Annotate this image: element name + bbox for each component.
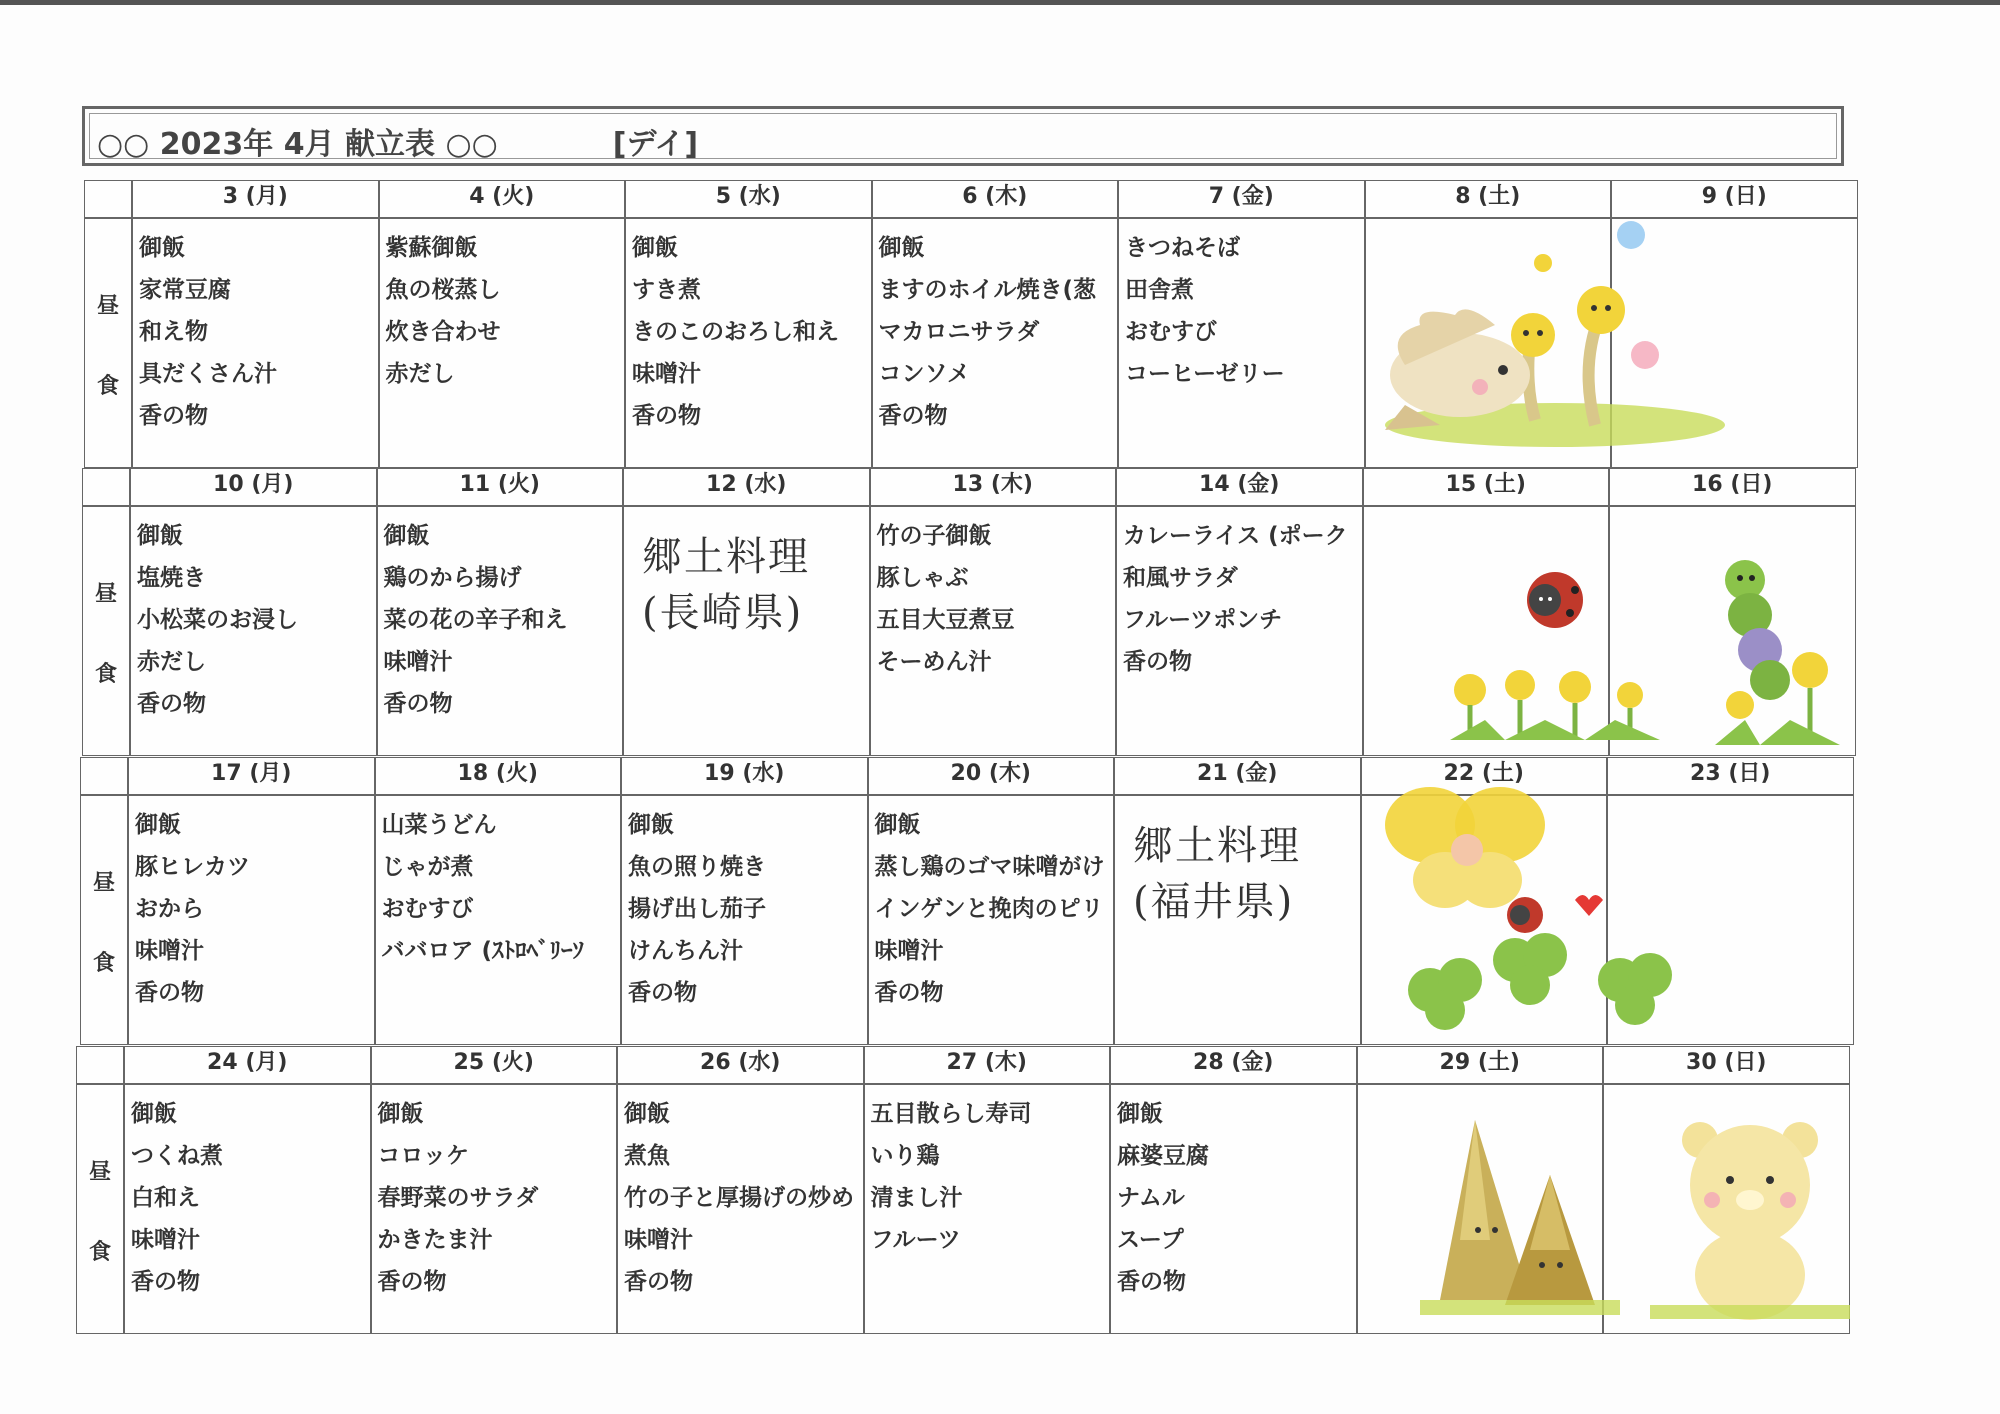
day-header: 16 (日) bbox=[1609, 468, 1856, 506]
menu-item: 御飯 bbox=[383, 523, 430, 549]
menu-item: 五目散らし寿司 bbox=[870, 1101, 1032, 1127]
menu-item: けんちん汁 bbox=[628, 938, 743, 964]
handwritten-note: 郷土料理 bbox=[1133, 823, 1301, 869]
day-header: 7 (金) bbox=[1118, 180, 1365, 218]
menu-item: フルーツポンチ bbox=[1123, 607, 1283, 633]
day-header: 28 (金) bbox=[1110, 1046, 1357, 1084]
menu-item: カレーライス (ポーク bbox=[1123, 523, 1348, 549]
menu-item: きのこのおろし和え bbox=[632, 319, 839, 345]
menu-item: 炊き合わせ bbox=[385, 319, 501, 345]
day-menu bbox=[1116, 506, 1363, 756]
day-menu bbox=[868, 795, 1115, 1045]
day-header: 15 (土) bbox=[1363, 468, 1610, 506]
day-header: 17 (月) bbox=[128, 757, 375, 795]
menu-item: 和え物 bbox=[139, 319, 208, 345]
day-header: 9 (日) bbox=[1611, 180, 1858, 218]
menu-item: おむすび bbox=[381, 896, 474, 922]
menu-item: 豚しゃぶ bbox=[876, 565, 969, 591]
meal-label-char: 昼 bbox=[88, 1160, 111, 1185]
menu-item: 味噌汁 bbox=[874, 938, 944, 964]
menu-item: 御飯 bbox=[135, 812, 181, 838]
week-header-spacer bbox=[80, 757, 128, 795]
handwritten-note: 郷土料理 bbox=[642, 534, 810, 580]
menu-item: 御飯 bbox=[131, 1101, 177, 1127]
handwritten-note: (長崎県) bbox=[642, 590, 804, 636]
day-header: 29 (土) bbox=[1357, 1046, 1604, 1084]
day-menu bbox=[377, 506, 624, 756]
menu-item: フルーツ bbox=[870, 1227, 961, 1253]
menu-item: 清まし汁 bbox=[870, 1185, 963, 1211]
day-menu bbox=[124, 1084, 371, 1334]
menu-item: コロッケ bbox=[377, 1143, 470, 1169]
day-menu bbox=[621, 795, 868, 1045]
day-menu bbox=[132, 218, 379, 468]
menu-item: 香の物 bbox=[878, 403, 948, 429]
day-header: 30 (日) bbox=[1603, 1046, 1850, 1084]
day-menu bbox=[623, 506, 870, 756]
day-header: 11 (火) bbox=[377, 468, 624, 506]
day-menu bbox=[864, 1084, 1111, 1334]
menu-item: 香の物 bbox=[383, 691, 453, 717]
day-header: 6 (木) bbox=[872, 180, 1119, 218]
menu-item: 香の物 bbox=[874, 980, 944, 1006]
day-menu bbox=[1118, 218, 1365, 468]
day-header: 14 (金) bbox=[1116, 468, 1363, 506]
menu-item: 香の物 bbox=[1123, 649, 1192, 675]
menu-item: 竹の子御飯 bbox=[876, 523, 992, 549]
butterfly-clover-illustration bbox=[1375, 785, 1715, 1035]
menu-item: きつねそば bbox=[1125, 235, 1240, 261]
menu-item: 豚ヒレカツ bbox=[135, 854, 250, 880]
handwritten-note: (福井県) bbox=[1133, 879, 1295, 925]
day-header: 5 (水) bbox=[625, 180, 872, 218]
day-menu bbox=[128, 795, 375, 1045]
menu-item: 和風サラダ bbox=[1123, 565, 1238, 591]
menu-item: 香の物 bbox=[628, 980, 697, 1006]
menu-item: 味噌汁 bbox=[624, 1227, 693, 1253]
menu-item: 麻婆豆腐 bbox=[1117, 1143, 1209, 1169]
day-header: 20 (木) bbox=[868, 757, 1115, 795]
menu-item: 鶏のから揚げ bbox=[383, 565, 522, 591]
menu-item: 御飯 bbox=[624, 1101, 670, 1127]
day-header: 26 (水) bbox=[617, 1046, 864, 1084]
menu-item: 味噌汁 bbox=[135, 938, 204, 964]
menu-item: ますのホイル焼き(葱 bbox=[878, 277, 1097, 303]
menu-item: 塩焼き bbox=[137, 565, 206, 591]
meal-label bbox=[84, 218, 132, 468]
menu-item: 煮魚 bbox=[624, 1143, 670, 1169]
page-title: ○○ 2023年 4月 献立表 ○○ [デイ] bbox=[97, 127, 699, 162]
menu-item: マカロニサラダ bbox=[878, 319, 1040, 345]
menu-item: ババロア (ｽﾄﾛﾍﾞﾘｰｿ bbox=[381, 938, 585, 964]
menu-item: いり鶏 bbox=[870, 1143, 940, 1169]
week-header-spacer bbox=[84, 180, 132, 218]
menu-item: すき煮 bbox=[632, 277, 701, 303]
week-header-spacer bbox=[82, 468, 130, 506]
menu-item: かきたま汁 bbox=[377, 1227, 493, 1253]
menu-item: 御飯 bbox=[632, 235, 678, 261]
menu-item: 御飯 bbox=[878, 235, 925, 261]
meal-label-char: 昼 bbox=[94, 582, 117, 607]
meal-label-char: 食 bbox=[94, 662, 117, 687]
menu-item: 具だくさん汁 bbox=[139, 361, 277, 387]
day-menu bbox=[371, 1084, 618, 1334]
menu-item: 香の物 bbox=[632, 403, 701, 429]
day-header: 24 (月) bbox=[124, 1046, 371, 1084]
meal-label-char: 昼 bbox=[96, 294, 119, 319]
menu-item: 家常豆腐 bbox=[139, 277, 231, 303]
menu-item: 魚の桜蒸し bbox=[385, 277, 501, 303]
menu-item: ナムル bbox=[1117, 1185, 1185, 1211]
meal-label-char: 食 bbox=[96, 374, 119, 399]
menu-item: 魚の照り焼き bbox=[628, 854, 766, 880]
day-header: 4 (火) bbox=[379, 180, 626, 218]
day-header: 18 (火) bbox=[375, 757, 622, 795]
menu-item: 田舎煮 bbox=[1125, 277, 1194, 303]
day-header: 25 (火) bbox=[371, 1046, 618, 1084]
week-header-spacer bbox=[76, 1046, 124, 1084]
day-header: 21 (金) bbox=[1114, 757, 1361, 795]
day-header: 13 (木) bbox=[870, 468, 1117, 506]
menu-item: 御飯 bbox=[628, 812, 674, 838]
day-header: 27 (木) bbox=[864, 1046, 1111, 1084]
hedgehog-with-flowers-illustration bbox=[1345, 215, 1725, 465]
bear-illustration bbox=[1650, 1110, 1850, 1320]
menu-item: 赤だし bbox=[137, 649, 206, 675]
meal-label bbox=[76, 1084, 124, 1334]
menu-item: 御飯 bbox=[377, 1101, 424, 1127]
menu-item: スープ bbox=[1117, 1227, 1184, 1253]
menu-item: じゃが煮 bbox=[381, 854, 474, 880]
menu-item: 味噌汁 bbox=[131, 1227, 200, 1253]
menu-item: 山菜うどん bbox=[381, 812, 497, 838]
menu-item: 御飯 bbox=[874, 812, 921, 838]
bamboo-shoot-illustration bbox=[1420, 1100, 1620, 1320]
menu-item: 赤だし bbox=[385, 361, 455, 387]
menu-item: そーめん汁 bbox=[876, 649, 992, 675]
menu-item: 香の物 bbox=[377, 1269, 447, 1295]
menu-item: 香の物 bbox=[1117, 1269, 1186, 1295]
menu-item: 菜の花の辛子和え bbox=[383, 607, 568, 633]
menu-item: おから bbox=[135, 896, 204, 922]
menu-item: 揚げ出し茄子 bbox=[628, 896, 766, 922]
day-header: 23 (日) bbox=[1607, 757, 1854, 795]
menu-item: 御飯 bbox=[137, 523, 183, 549]
menu-item: 香の物 bbox=[131, 1269, 200, 1295]
meal-label-char: 食 bbox=[92, 951, 115, 976]
menu-item: 五目大豆煮豆 bbox=[876, 607, 1015, 633]
menu-item: 香の物 bbox=[624, 1269, 693, 1295]
menu-item: 小松菜のお浸し bbox=[137, 607, 298, 633]
meal-label bbox=[82, 506, 130, 756]
menu-item: 味噌汁 bbox=[383, 649, 453, 675]
day-header: 12 (水) bbox=[623, 468, 870, 506]
day-menu bbox=[375, 795, 622, 1045]
day-menu bbox=[872, 218, 1119, 468]
menu-item: 御飯 bbox=[1117, 1101, 1163, 1127]
menu-item: 白和え bbox=[131, 1185, 200, 1211]
menu-item: 竹の子と厚揚げの炒め bbox=[624, 1185, 854, 1211]
menu-item: つくね煮 bbox=[131, 1143, 223, 1169]
menu-item: インゲンと挽肉のピリ bbox=[874, 896, 1104, 922]
day-menu bbox=[130, 506, 377, 756]
caterpillar-dandelion-illustration bbox=[1700, 540, 1850, 750]
menu-item: コーヒーゼリー bbox=[1125, 361, 1285, 387]
meal-label bbox=[80, 795, 128, 1045]
day-menu bbox=[870, 506, 1117, 756]
menu-item: コンソメ bbox=[878, 361, 971, 387]
menu-item: 香の物 bbox=[135, 980, 204, 1006]
day-menu bbox=[625, 218, 872, 468]
menu-item: おむすび bbox=[1125, 319, 1217, 345]
menu-item: 紫蘇御飯 bbox=[385, 235, 478, 261]
day-header: 10 (月) bbox=[130, 468, 377, 506]
day-header: 3 (月) bbox=[132, 180, 379, 218]
day-header: 19 (水) bbox=[621, 757, 868, 795]
menu-item: 味噌汁 bbox=[632, 361, 701, 387]
menu-item: 蒸し鶏のゴマ味噌がけ bbox=[874, 854, 1105, 880]
day-menu bbox=[1114, 795, 1361, 1045]
meal-label-char: 昼 bbox=[92, 871, 115, 896]
day-menu bbox=[617, 1084, 864, 1334]
day-menu bbox=[1110, 1084, 1357, 1334]
day-menu bbox=[379, 218, 626, 468]
day-header: 22 (土) bbox=[1361, 757, 1608, 795]
ladybug-dandelion-illustration bbox=[1445, 555, 1665, 745]
menu-item: 春野菜のサラダ bbox=[377, 1185, 539, 1211]
menu-item: 香の物 bbox=[139, 403, 208, 429]
menu-item: 御飯 bbox=[139, 235, 185, 261]
meal-label-char: 食 bbox=[88, 1240, 111, 1265]
menu-item: 香の物 bbox=[137, 691, 206, 717]
day-header: 8 (土) bbox=[1365, 180, 1612, 218]
